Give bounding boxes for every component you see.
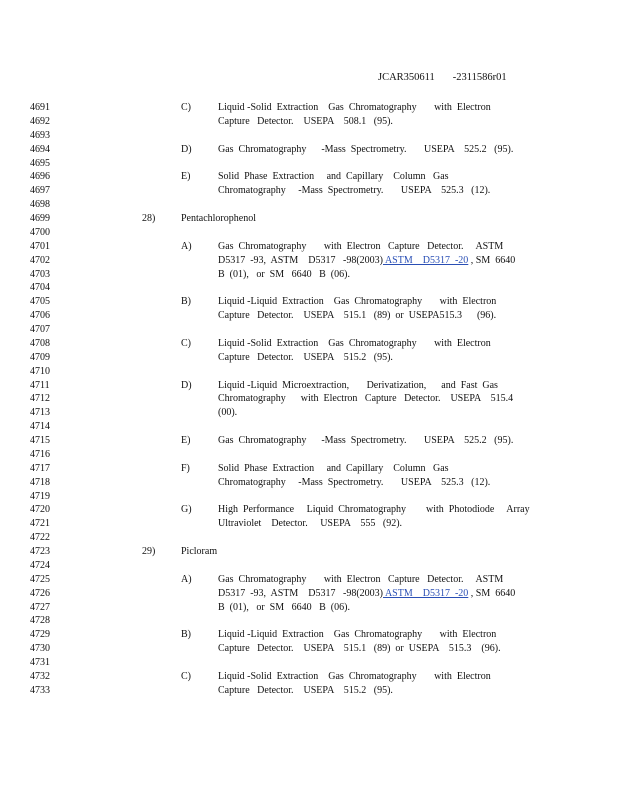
item-label: B) [181, 629, 191, 641]
item-text: Chromatography -Mass Spectrometry. USEPA 525.3 (12). [218, 185, 491, 197]
line-number: 4698 [30, 199, 50, 211]
item-text: , SM 6640 [468, 254, 516, 266]
item-text: Liquid -Solid Extraction Gas Chromatography with Electron [218, 337, 491, 349]
item-label: E) [181, 171, 191, 183]
line-number: 4728 [30, 615, 50, 627]
item-text-line [218, 587, 536, 601]
line-number: 4727 [30, 601, 50, 613]
line-number: 4695 [30, 157, 50, 169]
item-text: , SM 6640 [468, 587, 516, 599]
item-text: Solid Phase Extraction and Capillary Column Gas [218, 462, 449, 474]
item-text-line [218, 379, 536, 393]
astm-reference-link[interactable]: ASTM D5317 -20 [383, 254, 469, 266]
line-number: 4699 [30, 213, 50, 224]
line-number: 4706 [30, 310, 50, 322]
item-text: D5317 -93, ASTM D5317 -98(2003) [218, 587, 383, 599]
item-text-line [218, 406, 536, 420]
item-text: Capture Detector. USEPA 515.2 (95). [218, 684, 393, 696]
item-text: Gas Chromatography -Mass Spectrometry. USEPA 525.2 (95). [218, 435, 514, 446]
line-number: 4724 [30, 559, 50, 571]
item-text-line [218, 184, 536, 198]
line-number: 4731 [30, 657, 50, 668]
line-number: 4703 [30, 268, 50, 280]
item-text-line [218, 351, 536, 365]
item-text-line [218, 309, 536, 323]
line-number: 4712 [30, 393, 50, 405]
line-number: 4704 [30, 282, 50, 294]
line-number: 4697 [30, 185, 50, 197]
line-number: 4694 [30, 143, 50, 155]
item-text-line [218, 476, 536, 490]
item-text: Capture Detector. USEPA 515.1 (89) or USEPA 515.3 (96). [218, 643, 501, 655]
line-number: 4718 [30, 476, 50, 488]
item-text-line [218, 517, 536, 531]
item-label: C) [181, 670, 191, 682]
item-label: B) [181, 296, 191, 308]
item-text-line [218, 295, 536, 309]
item-text: Chromatography with Electron Capture Detector. USEPA 515.4 [218, 393, 514, 405]
item-text-line [218, 684, 536, 698]
line-number: 4707 [30, 324, 50, 335]
page-header [378, 72, 507, 83]
item-text-line [218, 642, 536, 656]
item-text: Capture Detector. USEPA 515.1 (89) or USEPA515.3 (96). [218, 310, 497, 322]
line-number: 4716 [30, 448, 50, 460]
line-number: 4713 [30, 407, 50, 419]
item-text-line [218, 462, 536, 476]
astm-reference-link[interactable]: ASTM D5317 -20 [383, 587, 469, 599]
item-text: Chromatography -Mass Spectrometry. USEPA 525.3 (12). [218, 476, 491, 488]
line-number: 4720 [30, 504, 50, 516]
line-number: 4726 [30, 587, 50, 599]
item-text: Gas Chromatography with Electron Capture Detector. ASTM [218, 573, 504, 585]
item-text-line [218, 628, 536, 642]
doc-id: JCAR350611 [378, 72, 435, 83]
item-text: Solid Phase Extraction and Capillary Column Gas [218, 171, 449, 183]
line-number: 4702 [30, 254, 50, 266]
item-text: High Performance Liquid Chromatography with Photodiode Array [218, 504, 530, 516]
item-text-line [218, 240, 536, 254]
item-text-line [218, 101, 536, 115]
item-text-line [218, 573, 536, 587]
section-number: 28) [142, 213, 156, 224]
line-number: 4711 [30, 379, 50, 391]
line-number: 4715 [30, 435, 50, 446]
item-text: Liquid -Solid Extraction Gas Chromatography with Electron [218, 102, 491, 113]
section-title: Pentachlorophenol [181, 213, 256, 224]
item-label: A) [181, 240, 192, 252]
item-text: Ultraviolet Detector. USEPA 555 (92). [218, 518, 403, 530]
line-number: 4733 [30, 684, 50, 696]
item-text-line [218, 670, 536, 684]
line-number: 4723 [30, 546, 50, 557]
line-number: 4722 [30, 532, 50, 544]
item-text: (00). [218, 407, 238, 419]
item-text-line [218, 143, 536, 157]
section-title: Picloram [181, 546, 218, 557]
doc-code: -2311586r01 [452, 72, 507, 83]
line-number: 4729 [30, 629, 50, 641]
line-number: 4692 [30, 115, 50, 127]
item-text-line [218, 170, 536, 184]
line-number: 4693 [30, 129, 50, 141]
item-text: Liquid -Liquid Extraction Gas Chromatography with Electron [218, 629, 497, 641]
line-number: 4719 [30, 490, 50, 502]
line-number: 4700 [30, 226, 50, 238]
line-number: 4710 [30, 365, 50, 377]
item-label: D) [181, 143, 192, 155]
item-text-line [218, 434, 536, 448]
item-label: A) [181, 573, 192, 585]
item-text: Gas Chromatography -Mass Spectrometry. USEPA 525.2 (95). [218, 143, 514, 155]
item-text: Capture Detector. USEPA 515.2 (95). [218, 351, 393, 363]
item-text: Liquid -Liquid Microextraction, Derivatization, and Fast Gas [218, 379, 498, 391]
line-number: 4721 [30, 518, 50, 530]
line-number: 4701 [30, 240, 50, 252]
item-label: C) [181, 337, 191, 349]
item-text: Liquid -Solid Extraction Gas Chromatography with Electron [218, 670, 491, 682]
line-number: 4714 [30, 421, 50, 433]
item-text-line [218, 503, 536, 517]
line-number: 4696 [30, 171, 50, 183]
item-text: B (01), or SM 6640 B (06). [218, 601, 350, 613]
section-number: 29) [142, 546, 156, 557]
item-text: Liquid -Liquid Extraction Gas Chromatography with Electron [218, 296, 497, 308]
item-label: F) [181, 462, 190, 474]
item-text-line [218, 115, 536, 129]
line-number: 4725 [30, 573, 50, 585]
item-text: Capture Detector. USEPA 508.1 (95). [218, 115, 393, 127]
line-number: 4717 [30, 462, 50, 474]
line-number: 4691 [30, 102, 50, 113]
item-label: D) [181, 379, 192, 391]
line-number: 4705 [30, 296, 50, 308]
item-text: D5317 -93, ASTM D5317 -98(2003) [218, 254, 383, 266]
item-text-line [218, 268, 536, 282]
item-text: Gas Chromatography with Electron Capture Detector. ASTM [218, 240, 504, 252]
item-label: G) [181, 504, 192, 516]
line-number: 4709 [30, 351, 50, 363]
line-number: 4732 [30, 670, 50, 682]
item-text-line [218, 601, 536, 615]
item-text: B (01), or SM 6640 B (06). [218, 268, 350, 280]
item-label: C) [181, 102, 191, 113]
item-text-line [218, 254, 536, 268]
item-text-line [218, 337, 536, 351]
item-text-line [218, 392, 536, 406]
line-number: 4730 [30, 643, 50, 655]
item-label: E) [181, 435, 191, 446]
line-number: 4708 [30, 337, 50, 349]
